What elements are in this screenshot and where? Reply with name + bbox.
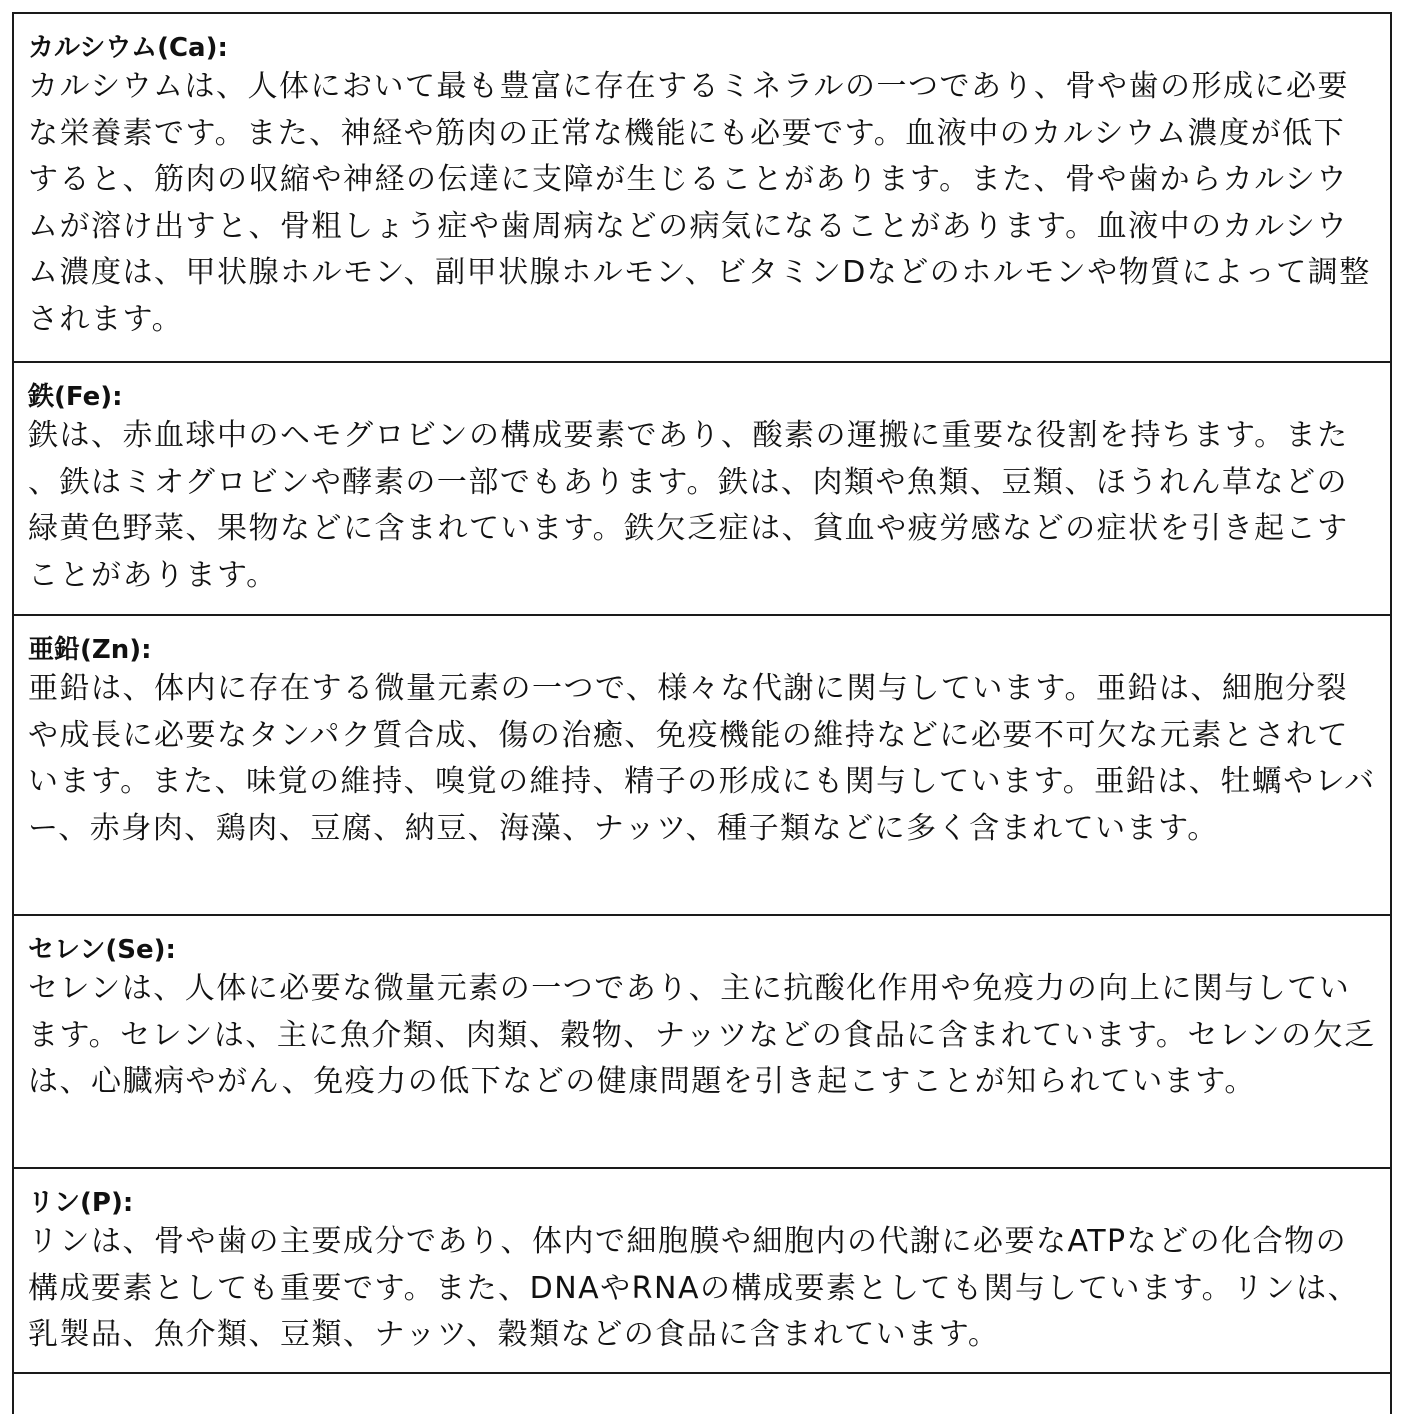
section-body: セレンは、人体に必要な微量元素の一つであり、主に抗酸化作用や免疫力の向上に関与しています。セレンは、主に魚介類、肉類、穀物、ナッツなどの食品に含まれています。セレンの欠乏は、心臓病やがん、免疫力の低下などの健康問題を引き起こすことが知られています。 [28,971,1376,1099]
section-title: 鉄(Fe): [28,382,123,412]
mineral-table [12,12,1392,1414]
section-next-empty [14,1374,1390,1414]
section-body: カルシウムは、人体において最も豊富に存在するミネラルの一つであり、骨や歯の形成に必要な栄養素です。また、神経や筋肉の正常な機能にも必要です。血液中のカルシウム濃度が低下すると、筋肉の収縮や神経の伝達に支障が生じることがあります。また、骨や歯からカルシウムが溶け出すと、骨粗しょう症や歯周病などの病気になることがあります。血液中のカルシウム濃度は、甲状腺ホルモン、副甲状腺ホルモン、ビタミンDなどのホルモンや物質によって調整されます。 [28,69,1371,337]
section-zinc [14,616,1390,916]
section-title: カルシウム(Ca): [28,33,228,63]
section-title: リン(P): [28,1188,134,1218]
section-iron [14,363,1390,616]
section-phosphorus [14,1169,1390,1374]
section-title: セレン(Se): [28,935,176,965]
section-body: リンは、骨や歯の主要成分であり、体内で細胞膜や細胞内の代謝に必要なATPなどの化合物の構成要素としても重要です。また、DNAやRNAの構成要素としても関与しています。リンは、乳製品、魚介類、豆類、ナッツ、穀類などの食品に含まれています。 [28,1224,1360,1352]
section-body: 亜鉛は、体内に存在する微量元素の一つで、様々な代謝に関与しています。亜鉛は、細胞分裂や成長に必要なタンパク質合成、傷の治癒、免疫機能の維持などに必要不可欠な元素とされています。また、味覚の維持、嗅覚の維持、精子の形成にも関与しています。亜鉛は、牡蠣やレバー、赤身肉、鶏肉、豆腐、納豆、海藻、ナッツ、種子類などに多く含まれています。 [28,671,1376,846]
section-calcium [14,14,1390,363]
section-title: 亜鉛(Zn): [28,635,152,665]
section-selenium [14,916,1390,1169]
section-body: 鉄は、赤血球中のヘモグロビンの構成要素であり、酸素の運搬に重要な役割を持ちます。また、鉄はミオグロビンや酵素の一部でもあります。鉄は、肉類や魚類、豆類、ほうれん草などの緑黄色野菜、果物などに含まれています。鉄欠乏症は、貧血や疲労感などの症状を引き起こすことがあります。 [28,418,1349,593]
